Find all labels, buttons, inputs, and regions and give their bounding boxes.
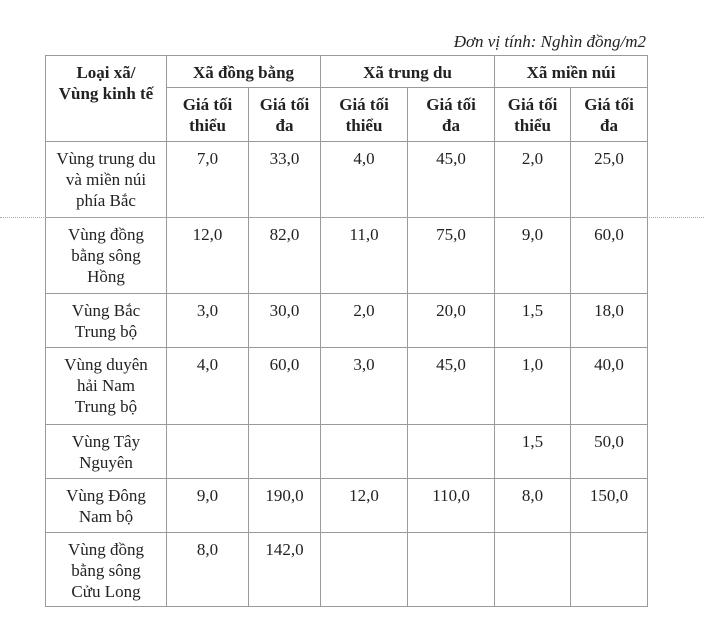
region-cell: Vùng trung du và miền núi phía Bắc [46,142,167,218]
table-row [46,142,648,218]
header-max: Giá tối đa [249,88,321,142]
min-price-cell: 9,0 [495,218,571,294]
header-min: Giá tối thiểu [321,88,408,142]
min-price-cell: 3,0 [321,348,408,425]
max-price-cell: 30,0 [249,294,321,348]
header-group-mountains: Xã miền núi [495,56,648,88]
land-price-table [45,55,648,607]
max-price-cell: 33,0 [249,142,321,218]
min-price-cell: 1,0 [495,348,571,425]
region-cell: Vùng duyên hải Nam Trung bộ [46,348,167,425]
max-price-cell [571,533,648,607]
max-price-cell: 60,0 [571,218,648,294]
min-price-cell: 7,0 [167,142,249,218]
min-price-cell [495,533,571,607]
max-price-cell: 75,0 [408,218,495,294]
header-group-plains: Xã đồng bằng [167,56,321,88]
max-price-cell: 150,0 [571,479,648,533]
table-row [46,294,648,348]
header-min: Giá tối thiểu [167,88,249,142]
max-price-cell: 18,0 [571,294,648,348]
max-price-cell: 142,0 [249,533,321,607]
header-region: Loại xã/ Vùng kinh tế [46,56,167,142]
region-cell: Vùng đồng bằng sông Hồng [46,218,167,294]
max-price-cell: 25,0 [571,142,648,218]
max-price-cell: 82,0 [249,218,321,294]
min-price-cell: 12,0 [321,479,408,533]
min-price-cell: 4,0 [167,348,249,425]
max-price-cell: 60,0 [249,348,321,425]
header-max: Giá tối đa [408,88,495,142]
header-min: Giá tối thiểu [495,88,571,142]
max-price-cell: 20,0 [408,294,495,348]
min-price-cell: 2,0 [321,294,408,348]
table-row [46,479,648,533]
unit-note: Đơn vị tính: Nghìn đồng/m2 [453,32,646,51]
min-price-cell: 1,5 [495,425,571,479]
region-cell: Vùng đồng bằng sông Cửu Long [46,533,167,607]
min-price-cell: 12,0 [167,218,249,294]
min-price-cell: 11,0 [321,218,408,294]
table-row [46,425,648,479]
max-price-cell [408,425,495,479]
min-price-cell: 1,5 [495,294,571,348]
max-price-cell: 45,0 [408,142,495,218]
max-price-cell: 50,0 [571,425,648,479]
min-price-cell [321,425,408,479]
max-price-cell: 110,0 [408,479,495,533]
region-cell: Vùng Tây Nguyên [46,425,167,479]
min-price-cell: 2,0 [495,142,571,218]
max-price-cell [249,425,321,479]
min-price-cell: 8,0 [167,533,249,607]
max-price-cell [408,533,495,607]
table-row [46,533,648,607]
table-row [46,348,648,425]
table-row [46,218,648,294]
max-price-cell: 190,0 [249,479,321,533]
region-cell: Vùng Đông Nam bộ [46,479,167,533]
max-price-cell: 40,0 [571,348,648,425]
min-price-cell: 8,0 [495,479,571,533]
header-max: Giá tối đa [571,88,648,142]
min-price-cell: 9,0 [167,479,249,533]
header-group-midlands: Xã trung du [321,56,495,88]
min-price-cell: 3,0 [167,294,249,348]
min-price-cell: 4,0 [321,142,408,218]
max-price-cell: 45,0 [408,348,495,425]
min-price-cell [167,425,249,479]
min-price-cell [321,533,408,607]
page-break-line [0,217,704,218]
region-cell: Vùng Bắc Trung bộ [46,294,167,348]
